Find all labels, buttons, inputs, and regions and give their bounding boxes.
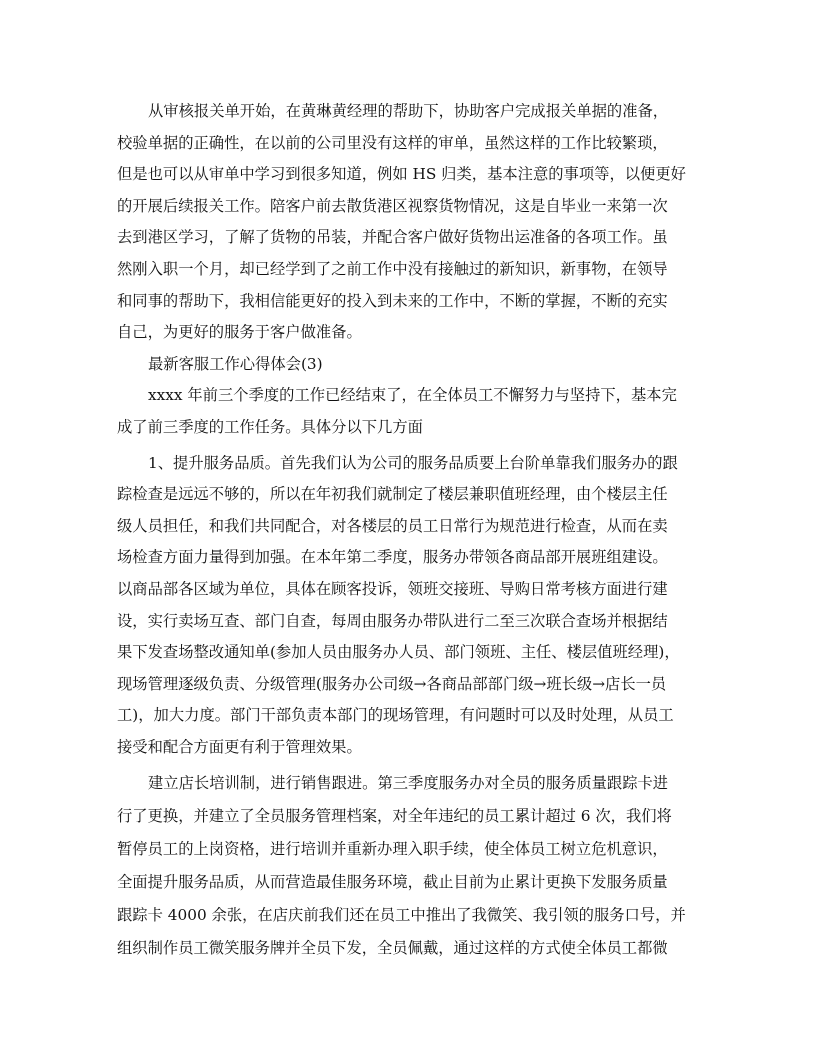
text-line: 跟踪卡 4000 余张，在店庆前我们还在员工中推出了我微笑、我引领的服务口号，并 [117,906,686,925]
text-line: 以商品部各区域为单位，具体在顾客投诉，领班交接班、导购日常考核方面进行建 [117,579,668,598]
text-line: 全面提升服务品质，从而营造最佳服务环境，截止目前为止累计更换下发服务质量 [117,873,668,892]
text-line: 去到港区学习，了解了货物的吊装，并配合客户做好货物出运准备的各项工作。虽 [117,228,668,247]
text-line: 设，实行卖场互查、部门自查，每周由服务办带队进行二至三次联合查场并根据结 [117,611,668,630]
text-line: xxxx 年前三个季度的工作已经结束了，在全体员工不懈努力与坚持下，基本完 [148,386,677,405]
section-heading [117,349,697,381]
text-line: 暂停员工的上岗资格，进行培训并重新办理入职手续，使全体员工树立危机意识， [117,840,668,859]
text-line: 和同事的帮助下，我相信能更好的投入到未来的工作中，不断的掌握，不断的充实 [117,291,668,310]
text-line: 从审核报关单开始，在黄琳黄经理的帮助下，协助客户完成报关单据的准备， [148,102,669,120]
text-line: 接受和配合方面更有利于管理效果。 [117,737,362,756]
text-line: 踪检查是远远不够的，所以在年初我们就制定了楼层兼职值班经理，由个楼层主任 [117,485,668,504]
text-line: 工)，加大力度。部门干部负责本部门的现场管理，有问题时可以及时处理，从员工 [117,706,674,725]
text-line: 建立店长培训制，进行销售跟进。第三季度服务办对全员的服务质量跟踪卡进 [148,774,669,793]
section-title: 最新客服工作心得体会(3) [148,354,323,373]
paragraph-2 [117,380,697,443]
paragraph-4 [117,767,697,965]
text-line: 成了前三季度的工作任务。具体分以下几方面 [117,417,423,436]
text-line: 校验单据的正确性，在以前的公司里没有这样的审单，虽然这样的工作比较繁琐， [117,133,668,152]
text-line: 场检查方面力量得到加强。在本年第二季度，服务办带领各商品部开展班组建设。 [117,548,668,567]
text-line: 的开展后续报关工作。陪客户前去散货港区视察货物情况，这是自毕业一来第一次 [117,196,668,215]
text-line: 1、提升服务品质。首先我们认为公司的服务品质要上台阶单靠我们服务办的跟 [148,453,678,472]
text-line: 级人员担任，和我们共同配合，对各楼层的员工日常行为规范进行检查，从而在卖 [117,516,668,535]
paragraph-1 [117,96,697,349]
paragraph-3 [117,448,697,764]
text-line: 行了更换，并建立了全员服务管理档案，对全年违纪的员工累计超过 6 次，我们将 [117,807,672,826]
text-line: 组织制作员工微笑服务牌并全员下发，全员佩戴，通过这样的方式使全体员工都微 [117,939,668,958]
document-page [117,96,697,965]
text-line: 然刚入职一个月，却已经学到了之前工作中没有接触过的新知识，新事物，在领导 [117,259,668,278]
text-line: 果下发查场整改通知单(参加人员由服务办人员、部门领班、主任、楼层值班经理)， [117,643,680,662]
text-line: 自己，为更好的服务于客户做准备。 [117,323,362,342]
text-line: 现场管理逐级负责、分级管理(服务办公司级→各商品部部门级→班长级→店长一员 [117,674,667,693]
text-line: 但是也可以从审单中学习到很多知道，例如 HS 归类，基本注意的事项等，以便更好 [117,165,686,184]
